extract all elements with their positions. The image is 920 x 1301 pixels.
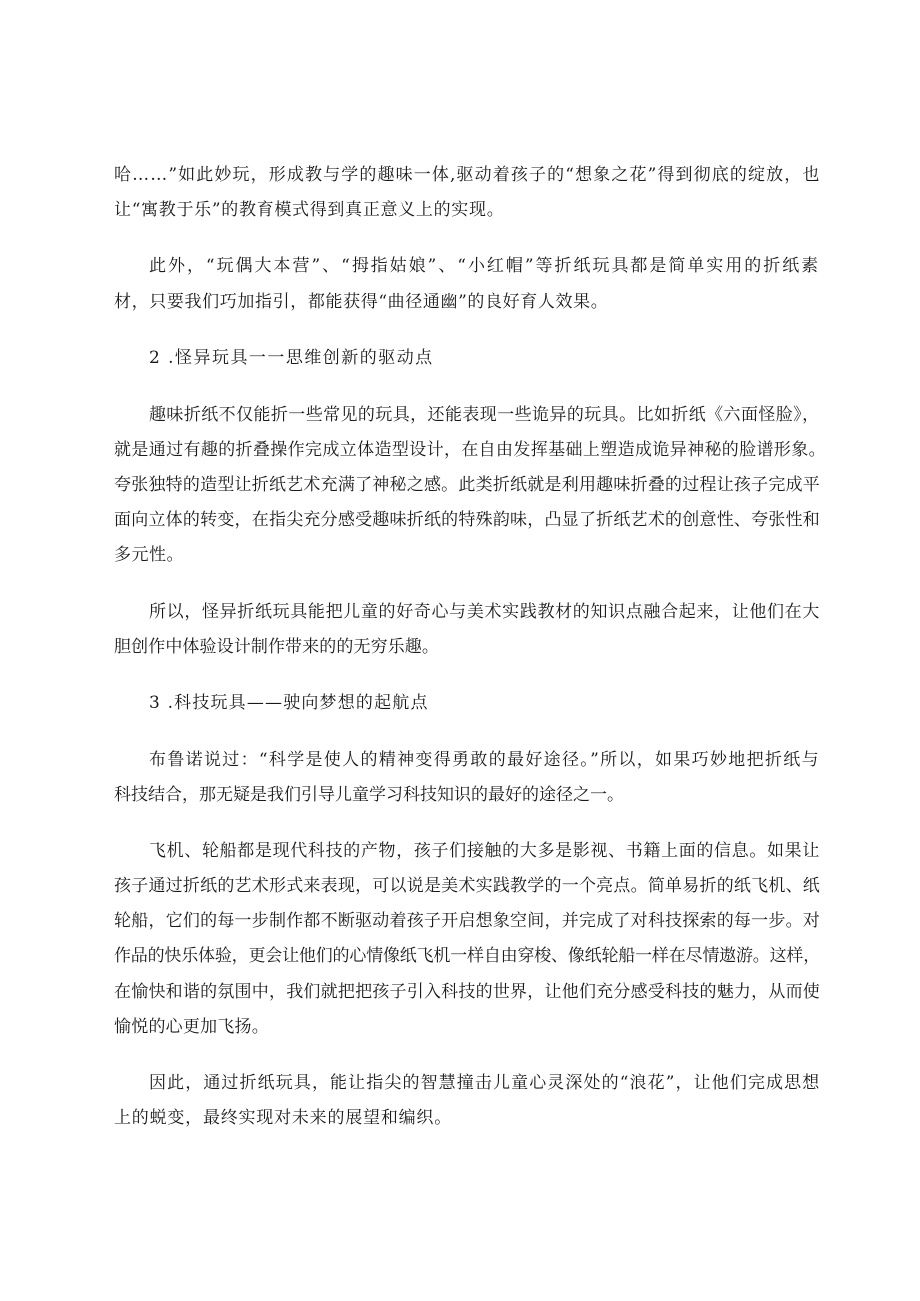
text-line: 科技结合，那无疑是我们引导儿童学习科技知识的最好的途径之一。 (114, 785, 624, 805)
text-line: 愉悦的心更加飞扬。 (114, 1017, 269, 1037)
text-line: 所以，怪异折纸玩具能把儿童的好奇心与美术实践教材的知识点融合起来，让他们在大 (149, 602, 821, 622)
text-line: 就是通过有趣的折叠操作完成立体造型设计，在自由发挥基础上塑造成诡异神秘的脸谱形象。 (114, 440, 827, 460)
text-line: 多元性。 (114, 545, 184, 565)
text-line: 让“寓教于乐”的教育模式得到真正意义上的实现。 (114, 200, 505, 220)
text-line: 夸张独特的造型让折纸艺术充满了神秘之感。此类折纸就是利用趣味折叠的过程让孩子完成平 (114, 475, 821, 495)
text-line: 因此，通过折纸玩具，能让指尖的智慧撞击儿童心灵深处的“浪花”，让他们完成思想 (149, 1073, 821, 1093)
text-line: 布鲁诺说过：“科学是使人的精神变得勇敢的最好途径。”所以，如果巧妙地把折纸与 (149, 750, 820, 770)
text-line: 此外，“玩偶大本营”、“拇指姑娘”、“小红帽”等折纸玩具都是简单实用的折纸素 (149, 256, 821, 276)
text-line: 在愉快和谐的氛围中，我们就把把孩子引入科技的世界，让他们充分感受科技的魅力，从而使 (114, 982, 821, 1002)
text-line: 轮船，它们的每一步制作都不断驱动着孩子开启想象空间，并完成了对科技探索的每一步。对 (114, 911, 821, 931)
text-line: 作品的快乐体验，更会让他们的心情像纸飞机一样自由穿梭、像纸轮船一样在尽情遨游。这样， (114, 946, 821, 966)
text-line: 趣味折纸不仅能折一些常见的玩具，还能表现一些诡异的玩具。比如折纸《六面怪脸》， (149, 405, 820, 425)
text-line: 胆创作中体验设计制作带来的的无穷乐趣。 (114, 637, 439, 657)
text-line: 哈……”如此妙玩，形成教与学的趣味一体,驱动着孩子的“想象之花”得到彻底的绽放，也 (114, 165, 821, 185)
text-line: 材，只要我们巧加指引，都能获得“曲径通幽”的良好育人效果。 (114, 292, 609, 312)
text-line: 孩子通过折纸的艺术形式来表现，可以说是美术实践教学的一个亮点。简单易折的纸飞机、纸 (114, 876, 821, 896)
section-heading: 2 .怪异玩具一一思维创新的驱动点 (149, 348, 434, 368)
text-line: 上的蜕变，最终实现对未来的展望和编织。 (114, 1108, 452, 1128)
section-heading: 3 .科技玩具——驶向梦想的起航点 (149, 693, 429, 713)
text-line: 飞机、轮船都是现代科技的产物，孩子们接触的大多是影视、书籍上面的信息。如果让 (149, 841, 821, 861)
text-line: 面向立体的转变，在指尖充分感受趣味折纸的特殊韵味，凸显了折纸艺术的创意性、夸张性和 (114, 510, 821, 530)
